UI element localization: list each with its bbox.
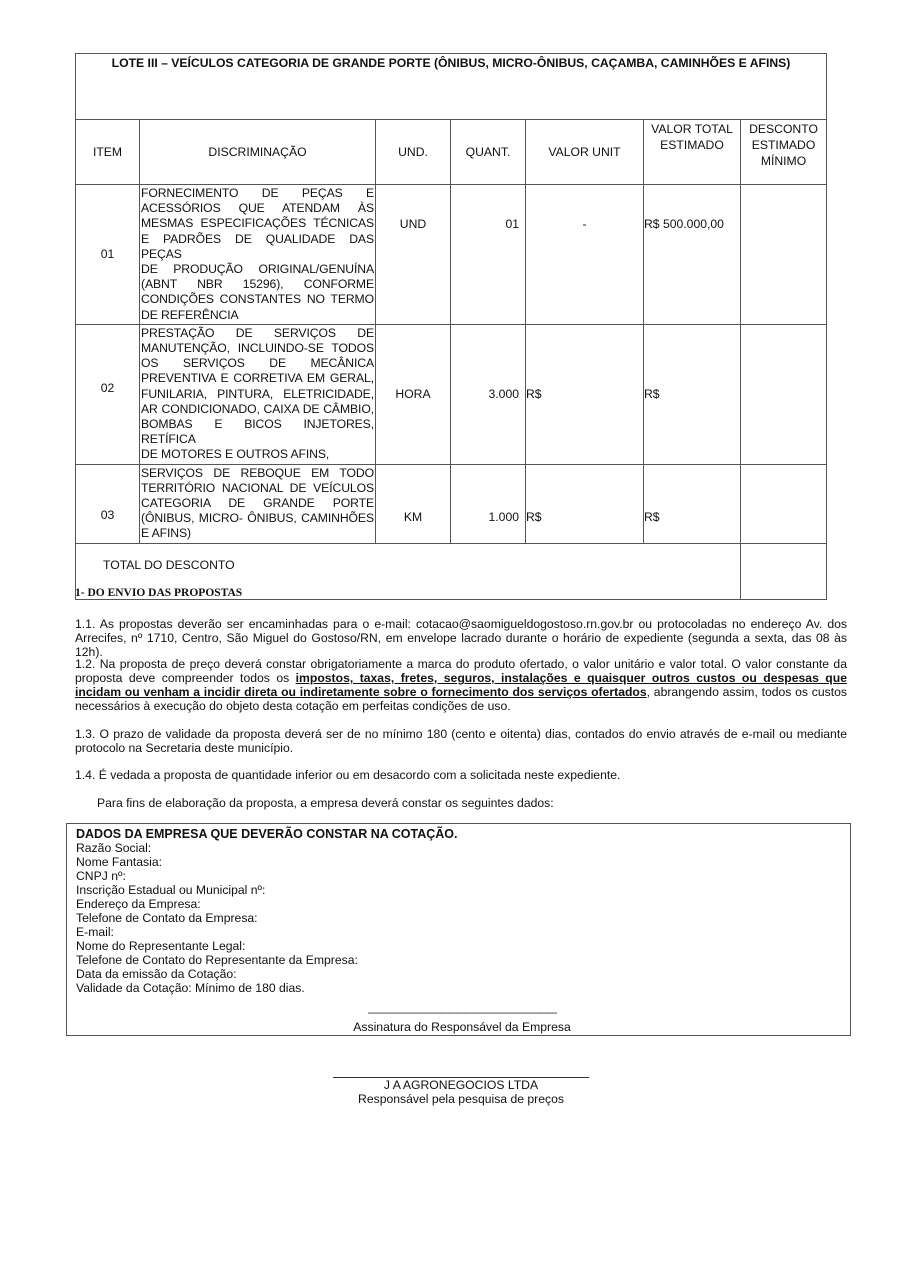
signature-label: Assinatura do Responsável da Empresa: [353, 1020, 571, 1034]
desc-line: ACESSÓRIOS QUE ATENDAM ÀS: [141, 201, 374, 216]
desc-line: AR CONDICIONADO, CAIXA DE CÂMBIO,: [141, 401, 374, 416]
desc-line: DE PRODUÇÃO ORIGINAL/GENUÍNA: [141, 262, 374, 277]
field-data-emissao: Data da emissão da Cotação:: [76, 967, 237, 981]
header-item: ITEM: [76, 120, 140, 185]
row-description: [140, 324, 376, 464]
signature-line: -----------------------------------------------------------------------: [367, 1007, 557, 1019]
table-title-row: [76, 54, 827, 120]
header-desconto-line1: DESCONTO: [749, 122, 818, 136]
desc-line: (ÔNIBUS, MICRO- ÔNIBUS, CAMINHÕES: [141, 511, 374, 526]
row-valor-unit: -: [526, 185, 644, 325]
desc-line: (ABNT NBR 15296), CONFORME: [141, 277, 374, 292]
field-endereco: Endereço da Empresa:: [76, 897, 201, 911]
desc-line: DE REFERÊNCIA: [141, 307, 239, 322]
row-description: [140, 464, 376, 543]
field-validade: Validade da Cotação: Mínimo de 180 dias.: [76, 981, 305, 995]
footer-block: [333, 1078, 589, 1106]
header-valor-unit: VALOR UNIT: [526, 120, 644, 185]
desc-line: DE MOTORES E OUTROS AFINS,: [141, 447, 330, 462]
desc-line: SERVIÇOS DE REBOQUE EM TODO: [141, 465, 374, 480]
row-valor-unit: R$: [526, 464, 644, 543]
field-representante: Nome do Representante Legal:: [76, 939, 246, 953]
row-und: HORA: [376, 324, 451, 464]
paragraph-1-2-emphasis: impostos, taxas, fretes, seguros, instalações e quaisquer outros custos ou despesas que incidam ou venham a incidir direta ou indiretamente sobre o fornecimento dos serviços ofertados: [75, 671, 847, 699]
table-row: [76, 464, 827, 543]
desc-line: FORNECIMENTO DE PEÇAS E: [141, 186, 374, 200]
desc-line: E AFINS): [141, 526, 191, 541]
desc-line: MESMAS ESPECIFICAÇÕES TÉCNICAS: [141, 216, 374, 231]
paragraph-1-4: 1.4. É vedada a proposta de quantidade inferior ou em desacordo com a solicitada neste expediente.: [75, 768, 621, 782]
desc-line: CATEGORIA DE GRANDE PORTE: [141, 496, 374, 511]
section-title: 1- DO ENVIO DAS PROPOSTAS: [75, 587, 243, 599]
desc-line: TERRITÓRIO NACIONAL DE VEÍCULOS: [141, 480, 374, 495]
total-label: TOTAL DO DESCONTO: [76, 543, 741, 599]
desc-line: BOMBAS E BICOS INJETORES, RETÍFICA: [141, 417, 374, 447]
row-item: 03: [76, 464, 140, 543]
paragraph-1-3: 1.3. O prazo de validade da proposta deverá ser de no mínimo 180 (cento e oitenta) dias, contados do envio através de e-mail ou mediante protocolo na Secretaria deste município.: [75, 727, 847, 755]
table-header-row: [76, 120, 827, 185]
row-valor-total: R$: [644, 324, 741, 464]
paragraph-1-2-intro: 1.2. Na proposta de preço deverá constar obrigatoriamente a marca do produto ofertado, o valor unitário e valor total. O valor constante da proposta deve compreender todos os: [75, 657, 847, 685]
footer-role: Responsável pela pesquisa de preços: [358, 1092, 564, 1106]
paragraph-1-2: [75, 657, 847, 713]
header-und: UND.: [376, 120, 451, 185]
desc-line: FUNILARIA, PINTURA, ELETRICIDADE,: [141, 386, 374, 401]
desc-line: OS SERVIÇOS DE MECÂNICA: [141, 356, 374, 371]
field-telefone-representante: Telefone de Contato do Representante da Empresa:: [76, 953, 358, 967]
row-quant: 1.000: [451, 464, 526, 543]
field-email: E-mail:: [76, 925, 114, 939]
header-valor-total-line1: VALOR TOTAL: [651, 122, 733, 136]
company-data-box: [66, 823, 851, 1036]
footer-company-name: J A AGRONEGOCIOS LTDA: [383, 1078, 539, 1092]
paragraph-1-1: 1.1. As propostas deverão ser encaminhadas para o e-mail: cotacao@saomigueldogostoso.rn.gov.br ou protocoladas no endereço Av. dos Arrecifes, nº 1710, Centro, São Miguel do Gostoso/RN, em envelope lacrado durante o horário de expediente (segunda a sexta, das 08 às 12h).: [75, 617, 847, 659]
field-razao-social: Razão Social:: [76, 841, 152, 855]
row-quant: 3.000: [451, 324, 526, 464]
paragraph-1-2-end: , abrangendo assim, todos os custos necessários à execução do objeto desta cotação em perfeitas condições de uso.: [75, 685, 848, 713]
row-item: 02: [76, 324, 140, 464]
header-desconto-line2: ESTIMADO: [751, 138, 816, 152]
header-discriminacao: DISCRIMINAÇÃO: [140, 120, 376, 185]
table-row: [76, 324, 827, 464]
desc-line: E PADRÕES DE QUALIDADE DAS PEÇAS: [141, 231, 374, 261]
row-desconto: [741, 185, 827, 325]
header-valor-total: [644, 120, 741, 185]
table-title: LOTE III – VEÍCULOS CATEGORIA DE GRANDE PORTE (ÔNIBUS, MICRO-ÔNIBUS, CAÇAMBA, CAMINHÕES E AFINS): [76, 54, 827, 120]
row-quant: 01: [451, 185, 526, 325]
header-valor-total-line2: ESTIMADO: [660, 138, 724, 152]
desc-line: MANUTENÇÃO, INCLUINDO-SE TODOS: [141, 341, 374, 356]
row-description: [140, 185, 376, 325]
row-und: KM: [376, 464, 451, 543]
row-valor-total: R$: [644, 464, 741, 543]
desc-line: CONDIÇÕES CONSTANTES NO TERMO: [141, 292, 374, 307]
row-valor-unit: R$: [526, 324, 644, 464]
row-und: UND: [376, 185, 451, 325]
field-nome-fantasia: Nome Fantasia:: [76, 855, 163, 869]
lote-table: [75, 53, 827, 600]
header-desconto-line3: MÍNIMO: [760, 154, 807, 168]
company-box-heading: DADOS DA EMPRESA QUE DEVERÃO CONSTAR NA COTAÇÃO.: [76, 827, 458, 841]
desc-line: PRESTAÇÃO DE SERVIÇOS DE: [141, 325, 374, 340]
field-cnpj: CNPJ nº:: [76, 869, 126, 883]
paragraph-intro: Para fins de elaboração da proposta, a empresa deverá constar os seguintes dados:: [97, 796, 554, 810]
total-value: [741, 543, 827, 599]
field-inscricao: Inscrição Estadual ou Municipal nº:: [76, 883, 266, 897]
field-telefone-empresa: Telefone de Contato da Empresa:: [76, 911, 258, 925]
header-quant: QUANT.: [451, 120, 526, 185]
desc-line: PREVENTIVA E CORRETIVA EM GERAL,: [141, 371, 374, 386]
table-row: [76, 185, 827, 325]
row-desconto: [741, 324, 827, 464]
header-desconto: [741, 120, 827, 185]
row-valor-total: R$ 500.000,00: [644, 185, 741, 325]
row-desconto: [741, 464, 827, 543]
row-item: 01: [76, 185, 140, 325]
